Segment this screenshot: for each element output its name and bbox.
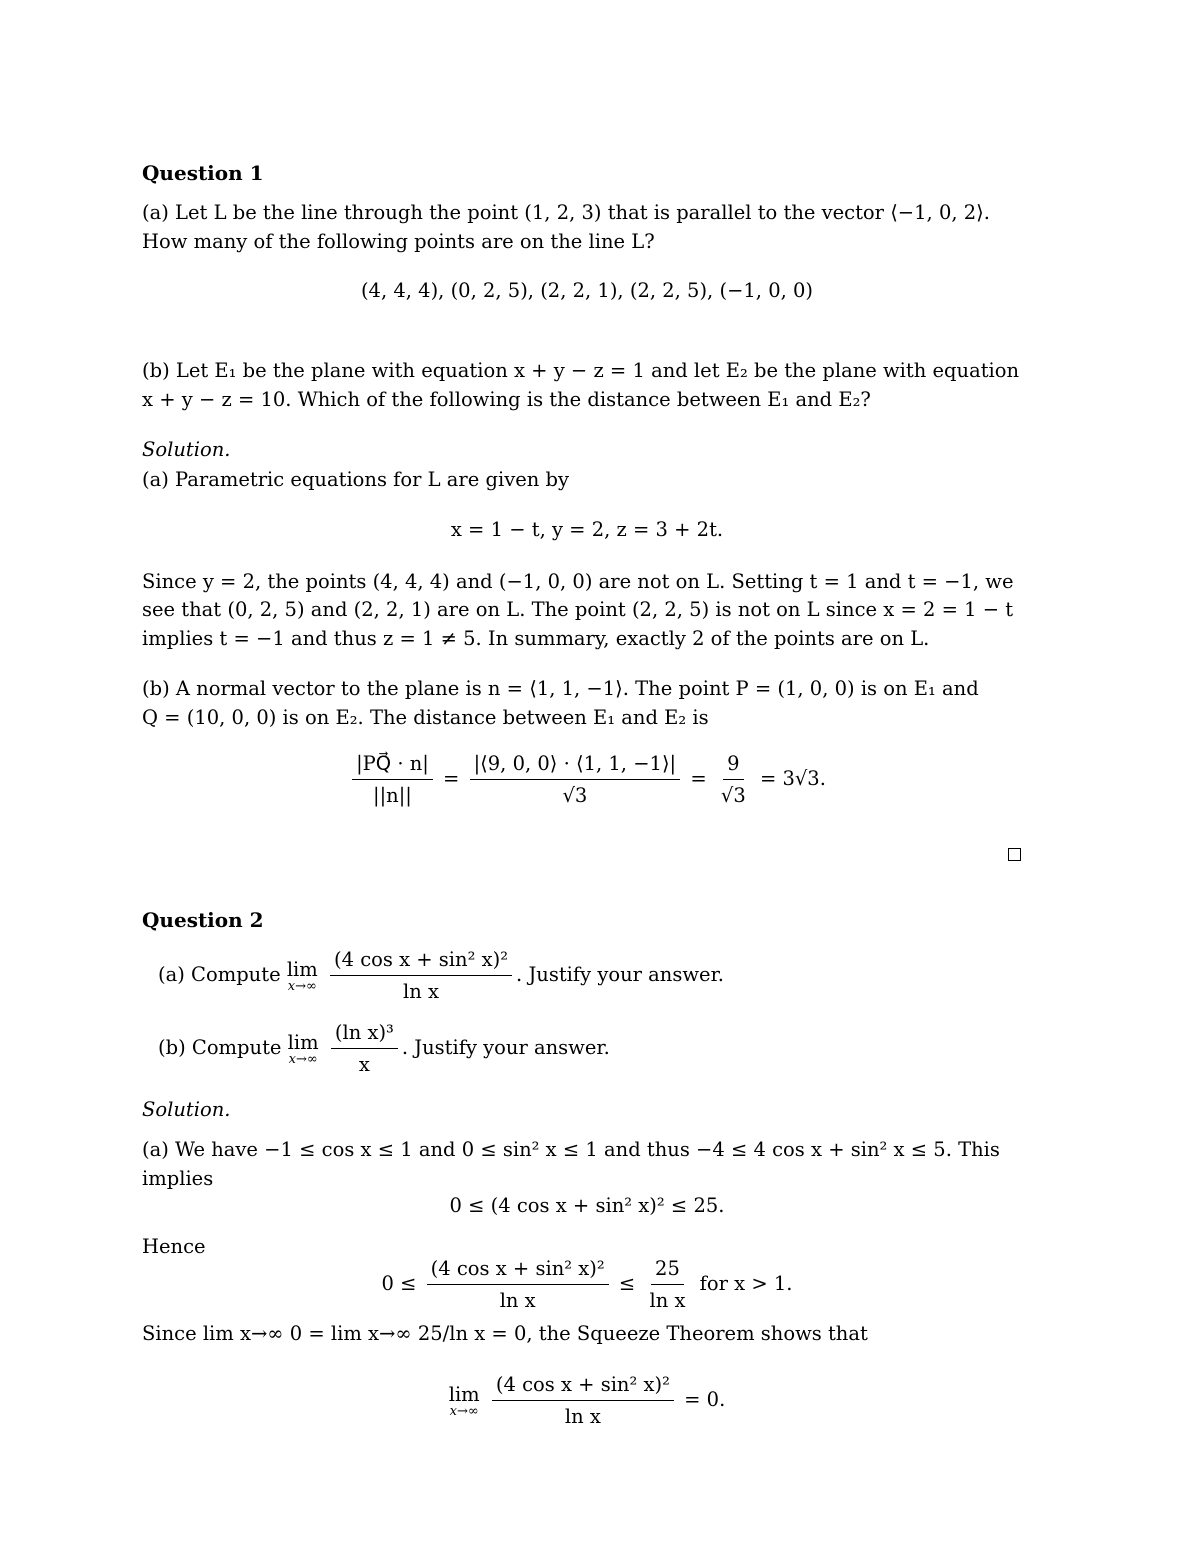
q2-since-line: Since lim x→∞ 0 = lim x→∞ 25/ln x = 0, the Squeeze Theorem shows that xyxy=(142,1322,868,1345)
qed-square-icon xyxy=(1008,848,1021,861)
q1-part-a-line1: (a) Let L be the line through the point (1, 2, 3) that is parallel to the vector ⟨−1, 0, 2⟩. xyxy=(142,201,990,224)
final-fraction xyxy=(492,1373,674,1428)
fraction-numerator: (4 cos x + sin² x)² xyxy=(427,1257,609,1285)
limit-operator: lim xyxy=(448,1382,480,1406)
squeeze-middle: ≤ xyxy=(618,1272,636,1295)
q1-solution-label: Solution. xyxy=(142,438,231,461)
squeeze-fraction-1 xyxy=(427,1257,609,1312)
q1-sol-a-para-line1: Since y = 2, the points (4, 4, 4) and (−1, 0, 0) are not on L. Setting t = 1 and t = −1, we xyxy=(142,570,1014,593)
q1-points-list: (4, 4, 4), (0, 2, 5), (2, 2, 1), (2, 2, 5), (−1, 0, 0) xyxy=(360,279,814,302)
question-1-heading: Question 1 xyxy=(142,161,264,185)
fraction-denominator: x xyxy=(358,1053,370,1076)
limit-operator: lim xyxy=(287,1030,319,1054)
q2-part-b-prefix: (b) Compute xyxy=(158,1036,282,1059)
limit-subscript: x→∞ xyxy=(288,1051,318,1067)
q2-part-b xyxy=(158,1021,610,1076)
distance-fraction-2-numerator: |⟨9, 0, 0⟩ · ⟨1, 1, −1⟩| xyxy=(470,752,681,780)
limit-subscript: x→∞ xyxy=(287,978,317,994)
distance-fraction-1-denominator: ||n|| xyxy=(373,784,412,807)
q2-sol-a-line1: (a) We have −1 ≤ cos x ≤ 1 and 0 ≤ sin² x ≤ 1 and thus −4 ≤ 4 cos x + sin² x ≤ 5. This xyxy=(142,1138,1000,1161)
distance-fraction-3-denominator: √3 xyxy=(720,784,746,807)
limit-subscript: x→∞ xyxy=(449,1403,479,1419)
q1-parametric-equations: x = 1 − t, y = 2, z = 3 + 2t. xyxy=(450,518,724,541)
q1-sol-b-line1: (b) A normal vector to the plane is n = ⟨1, 1, −1⟩. The point P = (1, 0, 0) is on E₁ and xyxy=(142,677,979,700)
q1-part-b-line2: x + y − z = 10. Which of the following is the distance between E₁ and E₂? xyxy=(142,388,871,411)
distance-fraction-2-denominator: √3 xyxy=(562,784,588,807)
limit-operator: lim xyxy=(286,957,318,981)
squeeze-fraction-2 xyxy=(645,1257,689,1312)
distance-fraction-2 xyxy=(470,752,681,807)
q2-squeeze-inequality xyxy=(142,1257,1032,1312)
equals-sign: = xyxy=(443,767,460,790)
q2-part-a-limit xyxy=(287,958,318,994)
fraction-denominator: ln x xyxy=(564,1405,601,1428)
q2-part-a xyxy=(158,948,724,1003)
q2-part-b-suffix: . Justify your answer. xyxy=(401,1036,610,1059)
q2-part-a-fraction xyxy=(330,948,512,1003)
distance-fraction-3-numerator: 9 xyxy=(723,752,743,780)
distance-result: = 3√3. xyxy=(759,767,826,790)
fraction-numerator: (4 cos x + sin² x)² xyxy=(492,1373,674,1401)
q1-sol-b-line2: Q = (10, 0, 0) is on E₂. The distance between E₁ and E₂ is xyxy=(142,706,709,729)
final-result: = 0. xyxy=(684,1388,726,1411)
distance-fraction-3 xyxy=(717,752,750,807)
q2-part-a-suffix: . Justify your answer. xyxy=(516,963,724,986)
q1-sol-a-para-line3: implies t = −1 and thus z = 1 ≠ 5. In summary, exactly 2 of the points are on L. xyxy=(142,627,930,650)
fraction-denominator: ln x xyxy=(649,1289,686,1312)
q2-hence: Hence xyxy=(142,1235,206,1258)
distance-fraction-1-numerator: |PQ⃗ · n| xyxy=(352,752,433,780)
q2-sol-a-line2: implies xyxy=(142,1167,214,1190)
q1-part-a-line2: How many of the following points are on the line L? xyxy=(142,230,655,253)
fraction-numerator: 25 xyxy=(651,1257,684,1285)
squeeze-left: 0 ≤ xyxy=(381,1272,417,1295)
q2-part-b-limit xyxy=(288,1031,319,1067)
q2-part-a-prefix: (a) Compute xyxy=(158,963,281,986)
fraction-numerator: (ln x)³ xyxy=(331,1021,398,1049)
final-limit xyxy=(449,1383,480,1419)
q2-inequality: 0 ≤ (4 cos x + sin² x)² ≤ 25. xyxy=(449,1194,725,1217)
fraction-denominator: ln x xyxy=(499,1289,536,1312)
q1-distance-formula xyxy=(142,752,1032,807)
squeeze-right: for x > 1. xyxy=(699,1272,793,1295)
q1-sol-a-intro: (a) Parametric equations for L are given by xyxy=(142,468,570,491)
fraction-numerator: (4 cos x + sin² x)² xyxy=(330,948,512,976)
q2-part-b-fraction xyxy=(331,1021,398,1076)
q1-sol-a-para-line2: see that (0, 2, 5) and (2, 2, 1) are on L. The point (2, 2, 5) is not on L since x = 2 = 1 − t xyxy=(142,598,1014,621)
question-2-heading: Question 2 xyxy=(142,908,264,932)
distance-fraction-1 xyxy=(352,752,433,807)
fraction-denominator: ln x xyxy=(403,980,440,1003)
q2-solution-label: Solution. xyxy=(142,1098,231,1121)
q1-part-b-line1: (b) Let E₁ be the plane with equation x + y − z = 1 and let E₂ be the plane with equation xyxy=(142,359,1020,382)
equals-sign: = xyxy=(690,767,707,790)
q2-final-limit xyxy=(142,1373,1032,1428)
